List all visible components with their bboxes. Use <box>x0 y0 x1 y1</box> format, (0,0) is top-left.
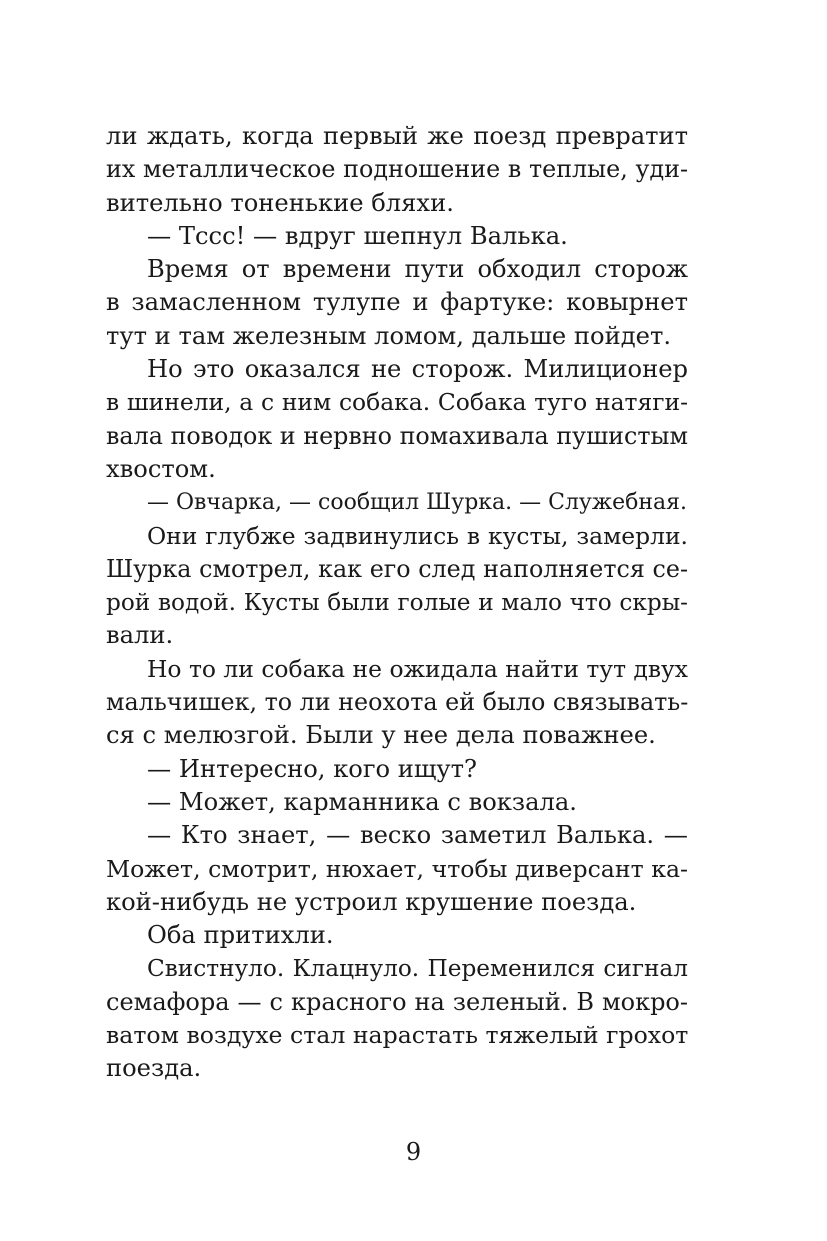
text-line: ся с мелюзгой. Были у нее дела поважнее. <box>106 721 656 750</box>
text-line: Но это оказался не сторож. Милиционер <box>147 355 688 384</box>
page-number: 9 <box>405 1138 422 1166</box>
text-line: вали. <box>106 621 174 650</box>
text-line: их металлическое подношение в теплые, уди- <box>106 155 688 184</box>
text-line: — Интересно, кого ищут? <box>147 754 477 783</box>
text-line: мальчишек, то ли неохота ей было связывать- <box>106 688 689 717</box>
text-line: поезда. <box>106 1054 202 1083</box>
text-line: в шинели, а с ним собака. Собака туго натяги- <box>106 388 688 417</box>
text-line: вительно тоненькие бляхи. <box>106 188 454 217</box>
text-line: — Кто знает, — веско заметил Валька. — <box>147 821 688 850</box>
text-line: рой водой. Кусты были голые и мало что скры- <box>106 589 688 617</box>
text-line: Свистнуло. Клацнуло. Переменился сигнал <box>147 955 688 983</box>
paragraph <box>106 819 688 919</box>
paragraph <box>106 952 688 1085</box>
body-text <box>106 120 688 1086</box>
text-line: Может, смотрит, нюхает, чтобы диверсант ка- <box>106 854 688 883</box>
text-line: Время от времени пути обходил сторож <box>147 255 688 284</box>
paragraph <box>106 653 688 753</box>
text-line: семафора — с красного на зеленый. В мокро- <box>106 987 688 1016</box>
text-line: Они глубже задвинулись в кусты, замерли. <box>147 521 688 550</box>
text-line: ли ждать, когда первый же поезд превратит <box>106 122 688 150</box>
text-line: Шурка смотрел, как его след наполняется се- <box>106 554 688 583</box>
paragraph <box>106 220 688 253</box>
paragraph <box>106 786 688 819</box>
text-line: ватом воздухе стал нарастать тяжелый грохот <box>106 1021 689 1050</box>
paragraph <box>106 253 688 353</box>
text-line: хвостом. <box>106 454 216 483</box>
text-line: тут и там железным ломом, дальше пойдет. <box>106 321 672 350</box>
paragraph <box>106 353 688 486</box>
text-line: вала поводок и нервно помахивала пушистым <box>106 421 688 450</box>
paragraph <box>106 486 688 519</box>
text-line: Оба притихли. <box>147 921 334 950</box>
text-line: Но то ли собака не ожидала найти тут двух <box>147 654 688 683</box>
text-line: — Тссс! — вдруг шепнул Валька. <box>147 221 568 250</box>
text-line: — Может, карманника с вокзала. <box>147 787 577 816</box>
paragraph <box>106 753 688 786</box>
text-line: в замасленном тулупе и фартуке: ковырнет <box>106 288 688 317</box>
text-line: — Овчарка, — сообщил Шурка. — Служебная. <box>147 490 688 516</box>
paragraph <box>106 520 688 653</box>
paragraph <box>106 919 688 952</box>
paragraph <box>106 120 688 220</box>
text-line: кой-нибудь не устроил крушение поезда. <box>106 887 637 916</box>
